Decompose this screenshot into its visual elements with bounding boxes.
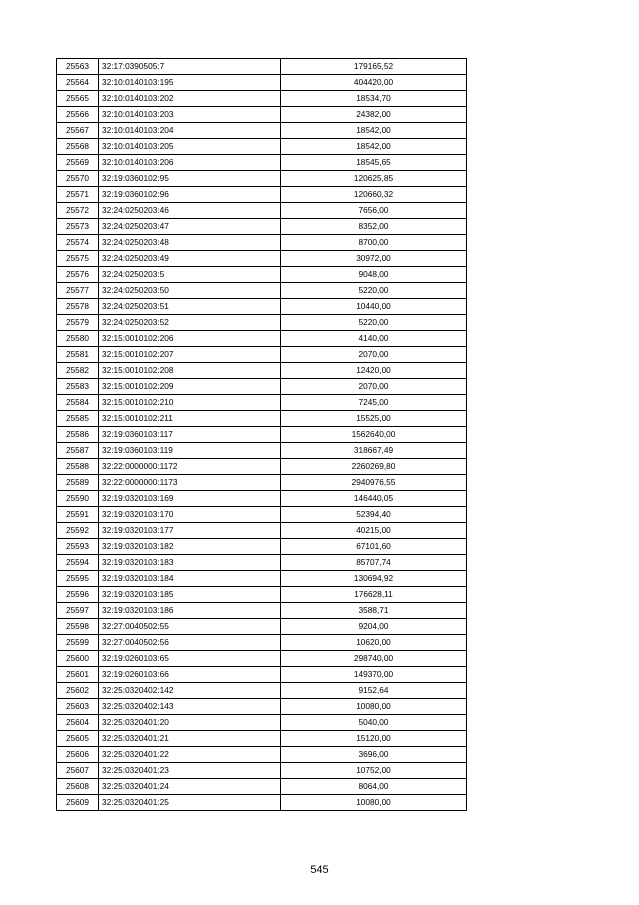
row-number-cell: 25609 [57,795,99,811]
value-cell: 24382,00 [281,107,467,123]
value-cell: 7656,00 [281,203,467,219]
cadastral-number-cell: 32:24:0250203:47 [99,219,281,235]
cadastral-number-cell: 32:24:0250203:50 [99,283,281,299]
cadastral-number-cell: 32:25:0320401:23 [99,763,281,779]
table-row [57,571,467,587]
table-row [57,379,467,395]
cadastral-number-cell: 32:25:0320402:143 [99,699,281,715]
table-row [57,587,467,603]
table-row [57,155,467,171]
row-number-cell: 25608 [57,779,99,795]
row-number-cell: 25594 [57,555,99,571]
value-cell: 5040,00 [281,715,467,731]
value-cell: 8700,00 [281,235,467,251]
table-row [57,219,467,235]
row-number-cell: 25582 [57,363,99,379]
cadastral-number-cell: 32:22:0000000:1173 [99,475,281,491]
row-number-cell: 25597 [57,603,99,619]
table-row [57,603,467,619]
cadastral-number-cell: 32:15:0010102:208 [99,363,281,379]
table-body [57,59,467,811]
cadastral-number-cell: 32:24:0250203:52 [99,315,281,331]
table-row [57,395,467,411]
cadastral-number-cell: 32:25:0320401:22 [99,747,281,763]
cadastral-number-cell: 32:10:0140103:205 [99,139,281,155]
table-row [57,619,467,635]
row-number-cell: 25580 [57,331,99,347]
cadastral-number-cell: 32:24:0250203:48 [99,235,281,251]
row-number-cell: 25577 [57,283,99,299]
table-row [57,139,467,155]
value-cell: 120660,32 [281,187,467,203]
row-number-cell: 25593 [57,539,99,555]
row-number-cell: 25568 [57,139,99,155]
value-cell: 10440,00 [281,299,467,315]
value-cell: 18542,00 [281,123,467,139]
row-number-cell: 25605 [57,731,99,747]
row-number-cell: 25607 [57,763,99,779]
cadastral-number-cell: 32:25:0320401:21 [99,731,281,747]
table-row [57,59,467,75]
cadastral-number-cell: 32:19:0320103:169 [99,491,281,507]
cadastral-number-cell: 32:15:0010102:211 [99,411,281,427]
table-row [57,731,467,747]
row-number-cell: 25564 [57,75,99,91]
table-row [57,523,467,539]
value-cell: 67101,60 [281,539,467,555]
table-row [57,779,467,795]
value-cell: 9152,64 [281,683,467,699]
table-row [57,747,467,763]
row-number-cell: 25592 [57,523,99,539]
cadastral-number-cell: 32:27:0040502:56 [99,635,281,651]
row-number-cell: 25581 [57,347,99,363]
table-row [57,267,467,283]
row-number-cell: 25603 [57,699,99,715]
table-row [57,411,467,427]
value-cell: 3696,00 [281,747,467,763]
row-number-cell: 25585 [57,411,99,427]
table-row [57,475,467,491]
cadastral-number-cell: 32:10:0140103:202 [99,91,281,107]
value-cell: 3588,71 [281,603,467,619]
row-number-cell: 25584 [57,395,99,411]
row-number-cell: 25606 [57,747,99,763]
value-cell: 10752,00 [281,763,467,779]
value-cell: 318667,49 [281,443,467,459]
value-cell: 30972,00 [281,251,467,267]
cadastral-number-cell: 32:22:0000000:1172 [99,459,281,475]
table-row [57,203,467,219]
cadastral-number-cell: 32:25:0320402:142 [99,683,281,699]
value-cell: 9204,00 [281,619,467,635]
value-cell: 9048,00 [281,267,467,283]
row-number-cell: 25575 [57,251,99,267]
cadastral-number-cell: 32:19:0320103:183 [99,555,281,571]
table-row [57,715,467,731]
value-cell: 40215,00 [281,523,467,539]
row-number-cell: 25591 [57,507,99,523]
row-number-cell: 25573 [57,219,99,235]
cadastral-number-cell: 32:10:0140103:195 [99,75,281,91]
row-number-cell: 25595 [57,571,99,587]
value-cell: 10620,00 [281,635,467,651]
table-row [57,171,467,187]
cadastral-number-cell: 32:19:0360103:117 [99,427,281,443]
value-cell: 10080,00 [281,699,467,715]
value-cell: 1562640,00 [281,427,467,443]
value-cell: 18545,65 [281,155,467,171]
row-number-cell: 25601 [57,667,99,683]
row-number-cell: 25589 [57,475,99,491]
value-cell: 120625,85 [281,171,467,187]
page-number: 545 [310,864,329,876]
row-number-cell: 25586 [57,427,99,443]
row-number-cell: 25599 [57,635,99,651]
row-number-cell: 25579 [57,315,99,331]
value-cell: 2070,00 [281,379,467,395]
cadastral-number-cell: 32:24:0250203:49 [99,251,281,267]
cadastral-number-cell: 32:19:0360102:96 [99,187,281,203]
table-row [57,235,467,251]
row-number-cell: 25572 [57,203,99,219]
cadastral-number-cell: 32:19:0360102:95 [99,171,281,187]
table-row [57,651,467,667]
cadastral-number-cell: 32:25:0320401:20 [99,715,281,731]
cadastral-number-cell: 32:19:0320103:184 [99,571,281,587]
table-row [57,331,467,347]
table-row [57,539,467,555]
table-row [57,75,467,91]
row-number-cell: 25590 [57,491,99,507]
value-cell: 52394,40 [281,507,467,523]
value-cell: 176628,11 [281,587,467,603]
cadastral-number-cell: 32:15:0010102:206 [99,331,281,347]
cadastral-number-cell: 32:15:0010102:209 [99,379,281,395]
row-number-cell: 25596 [57,587,99,603]
table-row [57,427,467,443]
table-row [57,251,467,267]
cadastral-number-cell: 32:25:0320401:24 [99,779,281,795]
row-number-cell: 25588 [57,459,99,475]
row-number-cell: 25604 [57,715,99,731]
row-number-cell: 25587 [57,443,99,459]
row-number-cell: 25600 [57,651,99,667]
row-number-cell: 25571 [57,187,99,203]
row-number-cell: 25583 [57,379,99,395]
value-cell: 2940976,55 [281,475,467,491]
cadastral-number-cell: 32:24:0250203:5 [99,267,281,283]
cadastral-number-cell: 32:19:0320103:170 [99,507,281,523]
cadastral-number-cell: 32:10:0140103:203 [99,107,281,123]
table-row [57,459,467,475]
value-cell: 85707,74 [281,555,467,571]
table-row [57,635,467,651]
value-cell: 5220,00 [281,283,467,299]
cadastral-number-cell: 32:17:0390505:7 [99,59,281,75]
row-number-cell: 25602 [57,683,99,699]
row-number-cell: 25578 [57,299,99,315]
row-number-cell: 25576 [57,267,99,283]
table-row [57,507,467,523]
value-cell: 2260269,80 [281,459,467,475]
cadastral-number-cell: 32:15:0010102:210 [99,395,281,411]
cadastral-number-cell: 32:27:0040502:55 [99,619,281,635]
value-cell: 18542,00 [281,139,467,155]
value-cell: 146440,05 [281,491,467,507]
table-row [57,363,467,379]
row-number-cell: 25566 [57,107,99,123]
value-cell: 10080,00 [281,795,467,811]
cadastral-number-cell: 32:19:0320103:177 [99,523,281,539]
cadastral-number-cell: 32:25:0320401:25 [99,795,281,811]
row-number-cell: 25569 [57,155,99,171]
table-row [57,555,467,571]
cadastral-number-cell: 32:15:0010102:207 [99,347,281,363]
row-number-cell: 25567 [57,123,99,139]
value-cell: 7245,00 [281,395,467,411]
row-number-cell: 25565 [57,91,99,107]
table-row [57,347,467,363]
row-number-cell: 25563 [57,59,99,75]
value-cell: 149370,00 [281,667,467,683]
table-row [57,187,467,203]
cadastral-number-cell: 32:19:0320103:185 [99,587,281,603]
table-row [57,683,467,699]
table-row [57,315,467,331]
cadastral-number-cell: 32:10:0140103:204 [99,123,281,139]
value-cell: 5220,00 [281,315,467,331]
row-number-cell: 25570 [57,171,99,187]
table-row [57,107,467,123]
cadastral-number-cell: 32:19:0360103:119 [99,443,281,459]
cadastral-number-cell: 32:24:0250203:46 [99,203,281,219]
table-row [57,299,467,315]
value-cell: 15120,00 [281,731,467,747]
value-cell: 130694,92 [281,571,467,587]
cadastral-number-cell: 32:10:0140103:206 [99,155,281,171]
value-cell: 12420,00 [281,363,467,379]
table-row [57,123,467,139]
cadastral-value-table [56,58,467,811]
cadastral-number-cell: 32:19:0320103:182 [99,539,281,555]
table-row [57,667,467,683]
cadastral-number-cell: 32:19:0260103:65 [99,651,281,667]
table-row [57,443,467,459]
table-row [57,91,467,107]
value-cell: 8064,00 [281,779,467,795]
row-number-cell: 25574 [57,235,99,251]
value-cell: 179165,52 [281,59,467,75]
value-cell: 2070,00 [281,347,467,363]
value-cell: 404420,00 [281,75,467,91]
table-row [57,491,467,507]
cadastral-number-cell: 32:19:0320103:186 [99,603,281,619]
cadastral-number-cell: 32:24:0250203:51 [99,299,281,315]
table-row [57,699,467,715]
table-row [57,795,467,811]
table-row [57,283,467,299]
cadastral-number-cell: 32:19:0260103:66 [99,667,281,683]
row-number-cell: 25598 [57,619,99,635]
value-cell: 18534,70 [281,91,467,107]
value-cell: 298740,00 [281,651,467,667]
table-row [57,763,467,779]
value-cell: 15525,00 [281,411,467,427]
value-cell: 4140,00 [281,331,467,347]
value-cell: 8352,00 [281,219,467,235]
